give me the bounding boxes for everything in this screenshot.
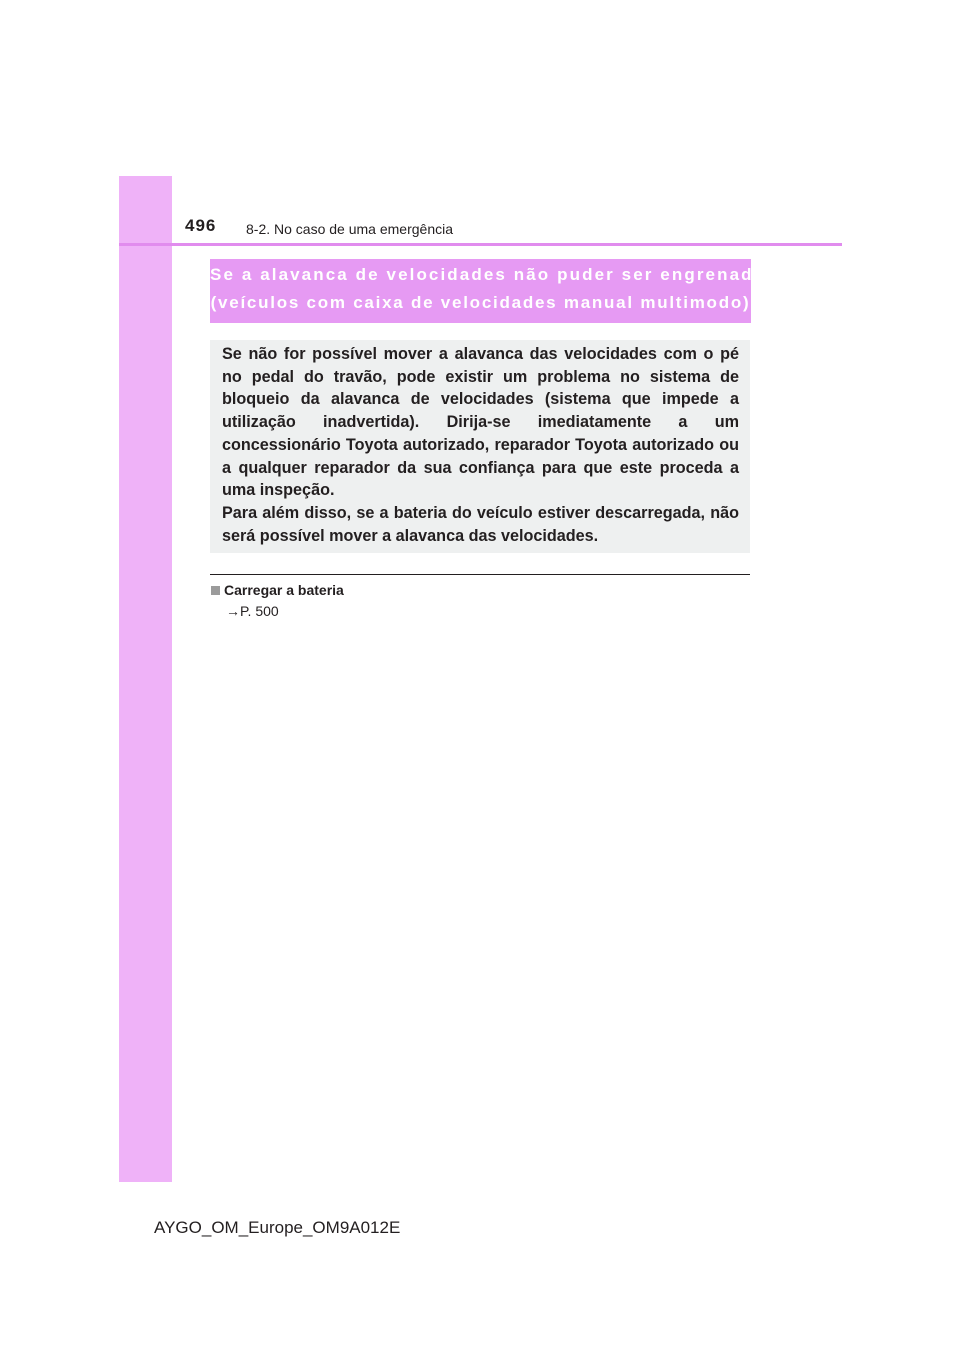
page-reference-link[interactable]: →P. 500 — [226, 603, 279, 619]
section-banner — [210, 259, 766, 323]
header-rule — [119, 243, 842, 246]
banner-title-line-1: Se a alavanca de velocidades não puder ser engrenada — [210, 265, 766, 284]
banner-title-line-2: (veículos com caixa de velocidades manual multimodo) — [210, 293, 751, 312]
note-text — [222, 343, 739, 547]
subsection-heading-text: Carregar a bateria — [224, 582, 344, 598]
note-paragraph-1: Se não for possível mover a alavanca das velocidades com o pé no pedal do travão, pode existir um problema no sistema de bloqueio da alavanca de velocidades (sistema que impede a utilização inadvertida). Dirija-se imediatamente a um concessionário Toyota autorizado, reparador Toyota autorizado ou a qualquer reparador da sua confiança para que este proceda a uma inspeção. — [222, 345, 739, 500]
square-bullet-icon — [211, 586, 220, 595]
note-box — [210, 340, 750, 553]
note-paragraph-2: Para além disso, se a bateria do veículo estiver descarregada, não será possível mover a alavanca das velocidades. — [222, 503, 739, 545]
subsection-heading — [211, 582, 344, 598]
footer-document-code: AYGO_OM_Europe_OM9A012E — [154, 1218, 401, 1237]
side-tab-bar — [119, 176, 172, 1182]
section-divider — [210, 574, 750, 575]
page-number: 496 — [185, 216, 217, 235]
section-title: 8-2. No caso de uma emergência — [246, 221, 453, 237]
